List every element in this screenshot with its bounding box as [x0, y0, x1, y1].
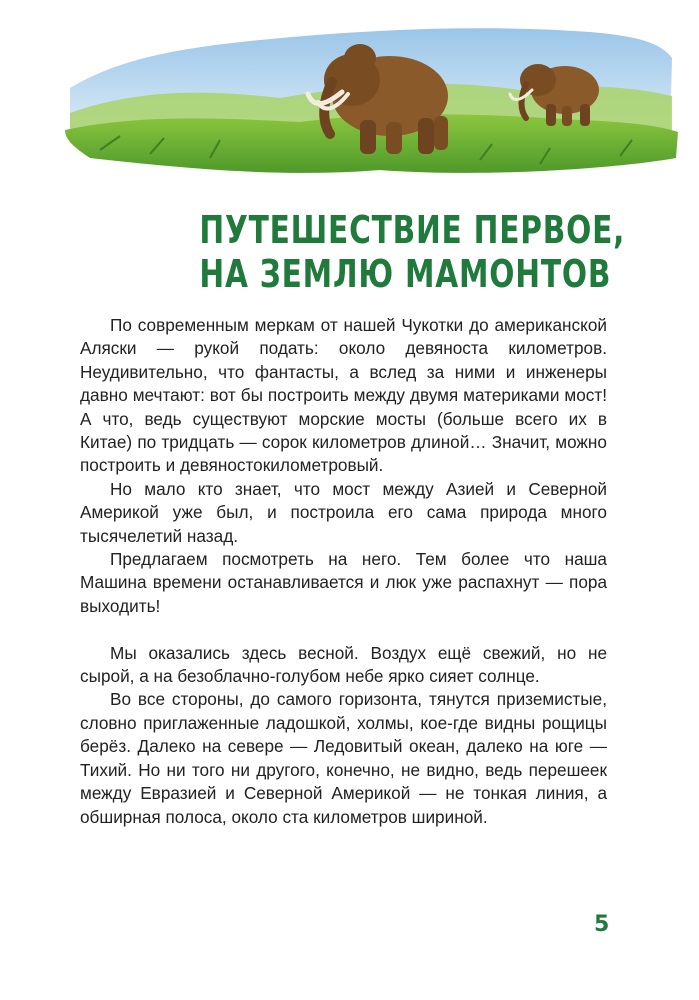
paragraph: Мы оказались здесь весной. Воздух ещё свежий, но не сырой, а на безоблачно-голубом небе ярко сияет солнце.	[80, 642, 607, 687]
paragraph: По современным меркам от нашей Чукотки до американской Аляски — рукой подать: около девяноста километров. Неудивительно, что фантасты, а вслед за ними и инженеры давно мечтают: вот бы построить между двумя материками мост! А что, ведь существуют морские мосты (больше всего их в Китае) по тридцать — сорок километров длиной… Значит, можно построить и девяностокилометровый.	[80, 315, 607, 476]
body-text	[80, 314, 607, 829]
paragraph: Во все стороны, до самого горизонта, тянутся приземистые, словно приглаженные ладошкой, холмы, кое-где видны рощицы берёз. Далеко на севере — Ледовитый океан, далеко на юге — Тихий. Но ни того ни другого, конечно, не видно, ведь перешеек между Евразией и Северной Америкой — не тонкая линия, а обширная полоса, около ста километров шириной.	[80, 689, 607, 827]
chapter-title-line-2: НА ЗЕМЛЮ МАМОНТОВ	[199, 252, 612, 297]
paragraph: Предлагаем посмотреть на него. Тем более что наша Машина времени останавливается и люк уже распахнут — пора выходить!	[80, 549, 607, 616]
paragraph: Но мало кто знает, что мост между Азией и Северной Америкой уже был, и построила его сама природа много тысячелетий назад.	[80, 478, 607, 546]
page-number: 5	[594, 912, 610, 937]
chapter-title-line-1: ПУТЕШЕСТВИЕ ПЕРВОЕ,	[199, 208, 626, 253]
chapter-title	[199, 208, 626, 297]
mammoth-small-figure	[510, 64, 599, 126]
mammoths-landscape-illustration	[60, 18, 680, 188]
